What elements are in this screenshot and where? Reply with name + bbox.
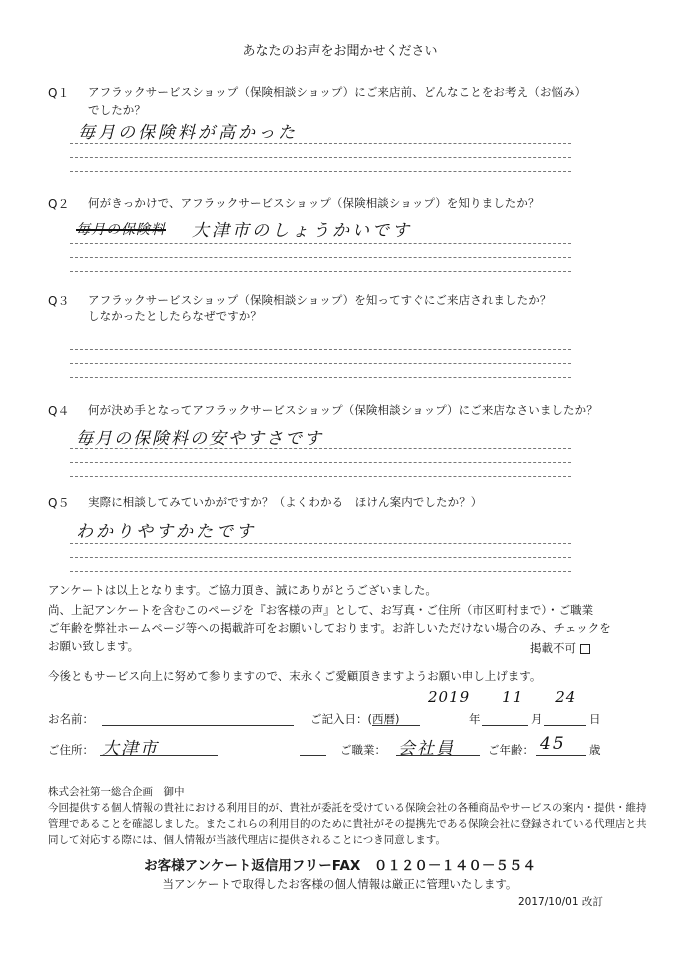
q1-text-line2: でしたか？ — [88, 103, 146, 117]
q3-answer-line-3 — [70, 377, 571, 378]
q4-answer-line-2 — [70, 462, 571, 463]
privacy-notice: 当アンケートで取得したお客様の個人情報は厳正に管理いたします。 — [162, 877, 518, 891]
q2-answer-line-2 — [70, 257, 571, 258]
age-unit: 歳 — [589, 743, 601, 757]
q3-answer-line-2 — [70, 363, 571, 364]
q4-label: Q４ — [48, 404, 70, 418]
no-publish-label: 掲載不可 — [530, 641, 576, 655]
q1-answer-line-1 — [70, 143, 571, 144]
handwritten-date: 2019 11 24 — [428, 688, 577, 706]
age-field[interactable] — [536, 755, 586, 756]
occupation-value: 会社員 — [398, 739, 455, 759]
q1-answer-line-2 — [70, 157, 571, 158]
q2-answer-struck: 毎月の保険料 — [76, 222, 166, 238]
revision-date: 2017/10/01 改訂 — [518, 896, 603, 908]
closing-line-4: お願い致します。 — [48, 639, 140, 653]
entry-day-field[interactable] — [544, 725, 586, 726]
q4-answer-line-3 — [70, 476, 571, 477]
no-publish-option[interactable] — [530, 640, 590, 656]
privacy-line-3: 同して対応する際には、個人情報が当該代理店に提供されることにつき同意します。 — [48, 834, 446, 846]
q3-answer-line-1 — [70, 349, 571, 350]
q2-answer: 大津市のしょうかいです — [192, 221, 412, 241]
q4-answer: 毎月の保険料の安やすさです — [76, 429, 323, 449]
q1-answer: 毎月の保険料が高かった — [78, 123, 298, 143]
q3-text-line1: アフラックサービスショップ（保険相談ショップ）を知ってすぐにご来店されましたか？ — [88, 293, 552, 307]
closing-line-5: 今後ともサービス向上に努めて参りますので、末永くご愛顧頂きますようお願い申し上げます。 — [48, 669, 542, 683]
q4-text-line1: 何が決め手となってアフラックサービスショップ（保険相談ショップ）にご来店なさいましたか？ — [88, 403, 598, 417]
q2-label: Q２ — [48, 197, 70, 211]
entry-month-field[interactable] — [482, 725, 528, 726]
entry-date-label: ご記入日：(西暦) — [310, 712, 400, 726]
q5-answer-line-1 — [70, 543, 571, 544]
age-value: 45 — [540, 734, 566, 754]
privacy-line-1: 今回提供する個人情報の貴社における利用目的が、貴社が委託を受けている保険会社の各種商品やサービスの案内・提供・維持 — [48, 802, 647, 814]
closing-line-2: 尚、上記アンケートを含むこのページを『お客様の声』として、お写真・ご住所（市区町村まで）・ご職業 — [48, 603, 594, 617]
closing-line-1: アンケートは以上となります。ご協力頂き、誠にありがとうございました。 — [48, 583, 437, 597]
q1-text-line1: アフラックサービスショップ（保険相談ショップ）にご来店前、どんなことをお考え（お悩み） — [88, 85, 587, 99]
q3-label: Q３ — [48, 294, 70, 308]
q5-answer-line-3 — [70, 571, 571, 572]
name-label: お名前： — [48, 712, 94, 726]
day-label: 日 — [589, 712, 601, 726]
q2-text-line1: 何がきっかけで、アフラックサービスショップ（保険相談ショップ）を知りましたか？ — [88, 196, 540, 210]
q1-answer-line-3 — [70, 171, 571, 172]
occupation-field[interactable] — [396, 755, 480, 756]
q5-answer: わかりやすかたです — [76, 522, 256, 542]
occupation-label: ご職業： — [340, 743, 386, 757]
q4-answer-line-1 — [70, 448, 571, 449]
name-field[interactable] — [102, 725, 294, 726]
fax-number: お客様アンケート返信用フリーFAX ０１２０－１４０－５５４ — [144, 858, 536, 874]
q2-answer-line-3 — [70, 271, 571, 272]
month-label: 月 — [531, 712, 543, 726]
q5-text-line1: 実際に相談してみていかがですか？（よくわかる ほけん案内でしたか？） — [88, 495, 483, 509]
q3-text-line2: しなかったとしたらなぜですか？ — [88, 309, 262, 323]
address-field[interactable] — [100, 755, 218, 756]
privacy-line-2: 管理であることを確認しました。またこれらの利用目的のために貴社がその提携先である保険会社に登録されている代理店と共 — [48, 818, 647, 830]
company-name: 株式会社第一総合企画 御中 — [48, 786, 185, 798]
q1-label: Q１ — [48, 86, 70, 100]
age-label: ご年齢： — [488, 743, 534, 757]
address-value: 大津市 — [102, 739, 159, 759]
address-field-extra[interactable] — [300, 755, 326, 756]
no-publish-checkbox[interactable] — [580, 644, 590, 654]
q5-label: Q５ — [48, 496, 70, 510]
address-label: ご住所： — [48, 743, 94, 757]
q5-answer-line-2 — [70, 557, 571, 558]
page-title: あなたのお声をお聞かせください — [242, 44, 438, 59]
closing-line-3: ご年齢を弊社ホームページ等への掲載許可をお願いしております。お許しいただけない場合のみ、チェックを — [48, 621, 611, 635]
year-label: 年 — [469, 712, 481, 726]
entry-year-field[interactable] — [372, 725, 420, 726]
q2-answer-line-1 — [70, 243, 571, 244]
